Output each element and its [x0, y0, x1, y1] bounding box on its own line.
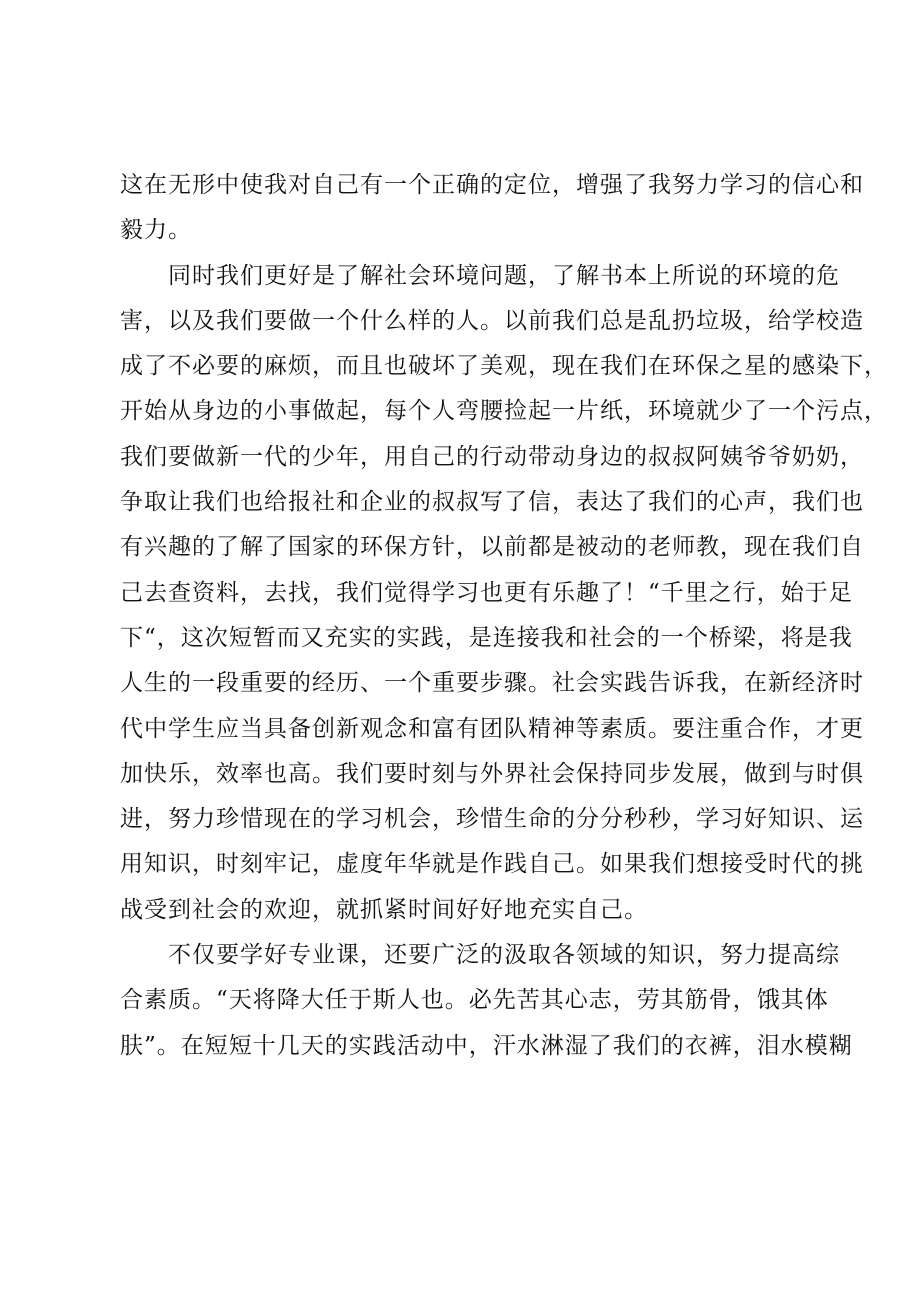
- paragraph-first-line: 同时我们更好是了解社会环境问题，了解书本上所说的环境的危: [168, 262, 840, 289]
- text-line: 己去查资料，去找，我们觉得学习也更有乐趣了！“千里之行，始于足: [120, 579, 853, 606]
- text-line: 人生的一段重要的经历、一个重要步骤。社会实践告诉我，在新经济时: [120, 670, 864, 697]
- body-text: [120, 163, 888, 1069]
- text-line: 肤”。在短短十几天的实践活动中，汗水淋湿了我们的衣裤，泪水模糊: [120, 1032, 853, 1059]
- text-line: 下“，这次短暂而又充实的实践，是连接我和社会的一个桥梁，将是我: [120, 624, 853, 651]
- text-line: 害，以及我们要做一个什么样的人。以前我们总是乱扔垃圾，给学校造: [120, 307, 864, 334]
- text-line: 进，努力珍惜现在的学习机会，珍惜生命的分分秒秒，学习好知识、运: [120, 806, 864, 833]
- text-line: 争取让我们也给报社和企业的叔叔写了信，表达了我们的心声，我们也: [120, 489, 864, 516]
- paragraph-first-line: 不仅要学好专业课，还要广泛的汲取各领域的知识，努力提高综: [168, 942, 840, 969]
- text-line: 有兴趣的了解了国家的环保方针，以前都是被动的老师教，现在我们自: [120, 534, 864, 561]
- text-line: 加快乐，效率也高。我们要时刻与外界社会保持同步发展，做到与时俱: [120, 760, 864, 787]
- text-line: 开始从身边的小事做起，每个人弯腰捡起一片纸，环境就少了一个污点，: [120, 398, 888, 425]
- text-line: 代中学生应当具备创新观念和富有团队精神等素质。要注重合作，才更: [120, 715, 864, 742]
- text-line: 毅力。: [120, 217, 192, 244]
- text-line: 合素质。“天将降大任于斯人也。必先苦其心志，劳其筋骨，饿其体: [120, 987, 829, 1014]
- text-line: 我们要做新一代的少年，用自己的行动带动身边的叔叔阿姨爷爷奶奶，: [120, 443, 864, 470]
- text-line: 成了不必要的麻烦，而且也破坏了美观，现在我们在环保之星的感染下，: [120, 353, 888, 380]
- text-line: 战受到社会的欢迎，就抓紧时间好好地充实自己。: [120, 896, 648, 923]
- text-line: 用知识，时刻牢记，虚度年华就是作践自己。如果我们想接受时代的挑: [120, 851, 864, 878]
- text-line: 这在无形中使我对自己有一个正确的定位，增强了我努力学习的信心和: [120, 172, 864, 198]
